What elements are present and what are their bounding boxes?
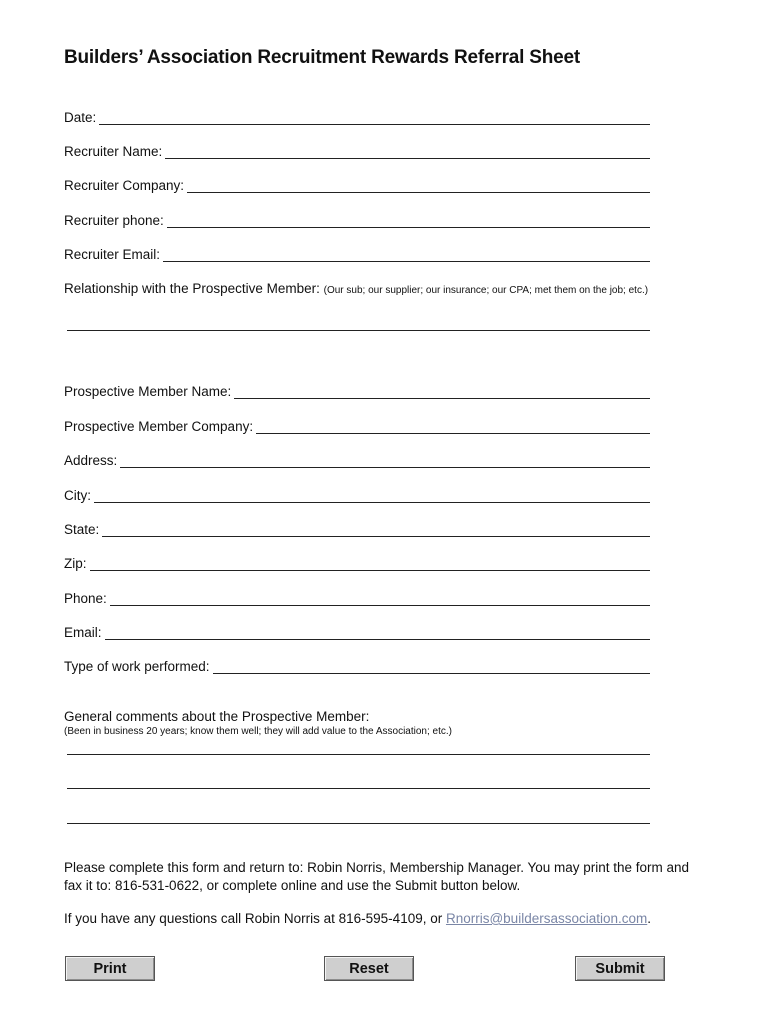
- date-label: Date:: [64, 110, 97, 125]
- questions-text: [64, 910, 704, 928]
- recruiter-email-row: [64, 245, 650, 262]
- recruiter-company-row: [64, 176, 650, 193]
- contact-email-link[interactable]: Rnorris@buildersassociation.com: [445, 911, 648, 926]
- address-field[interactable]: [120, 453, 650, 468]
- questions-prefix: If you have any questions call Robin Norris at 816-595-4109, or: [64, 911, 446, 926]
- questions-suffix: .: [647, 911, 652, 926]
- prospect-name-field[interactable]: [234, 384, 650, 399]
- comments-field-3[interactable]: [67, 811, 650, 824]
- prospect-company-label: Prospective Member Company:: [64, 419, 254, 434]
- city-field[interactable]: [94, 488, 650, 503]
- prospect-name-label: Prospective Member Name:: [64, 384, 232, 399]
- city-row: [64, 486, 650, 503]
- submit-button[interactable]: Submit: [575, 956, 665, 981]
- state-row: [64, 520, 650, 537]
- email-field[interactable]: [105, 625, 650, 640]
- recruiter-email-label: Recruiter Email:: [64, 247, 161, 262]
- zip-field[interactable]: [90, 556, 650, 571]
- prospect-company-row: [64, 417, 650, 434]
- email-row: [64, 623, 650, 640]
- print-button[interactable]: Print: [65, 956, 155, 981]
- address-row: [64, 451, 650, 468]
- recruiter-company-label: Recruiter Company:: [64, 178, 185, 193]
- state-label: State:: [64, 522, 100, 537]
- phone-field[interactable]: [110, 591, 650, 606]
- relationship-label: Relationship with the Prospective Member:: [64, 281, 320, 296]
- recruiter-name-label: Recruiter Name:: [64, 144, 163, 159]
- recruiter-phone-field[interactable]: [167, 213, 650, 228]
- prospect-name-row: [64, 382, 650, 399]
- reset-button[interactable]: Reset: [324, 956, 414, 981]
- work-type-row: [64, 657, 650, 674]
- email-label: Email:: [64, 625, 102, 640]
- address-label: Address:: [64, 453, 118, 468]
- relationship-note: (Our sub; our supplier; our insurance; our CPA; met them on the job; etc.): [323, 285, 649, 296]
- phone-label: Phone:: [64, 591, 107, 606]
- comments-note: (Been in business 20 years; know them well; they will add value to the Association; etc.): [64, 726, 452, 737]
- recruiter-phone-row: [64, 211, 650, 228]
- zip-row: [64, 554, 650, 571]
- instructions-text: Please complete this form and return to: Robin Norris, Membership Manager. You may print the form and fax it to: 816-531-0622, or complete online and use the Submit button below.: [64, 860, 690, 893]
- recruiter-company-field[interactable]: [187, 178, 650, 193]
- state-field[interactable]: [102, 522, 650, 537]
- recruiter-name-row: [64, 142, 650, 159]
- zip-label: Zip:: [64, 556, 87, 571]
- date-field[interactable]: [99, 110, 650, 125]
- relationship-field[interactable]: [67, 318, 650, 331]
- city-label: City:: [64, 488, 91, 503]
- recruiter-phone-label: Recruiter phone:: [64, 213, 164, 228]
- work-type-field[interactable]: [213, 659, 650, 674]
- comments-label: General comments about the Prospective Member:: [64, 709, 370, 724]
- phone-row: [64, 589, 650, 606]
- relationship-label-row: [64, 281, 648, 296]
- work-type-label: Type of work performed:: [64, 659, 210, 674]
- date-row: [64, 108, 650, 125]
- comments-field-2[interactable]: [67, 776, 650, 789]
- recruiter-email-field[interactable]: [163, 247, 650, 262]
- comments-field-1[interactable]: [67, 742, 650, 755]
- form-title: Builders’ Association Recruitment Rewards Referral Sheet: [64, 47, 581, 68]
- prospect-company-field[interactable]: [256, 419, 650, 434]
- recruiter-name-field[interactable]: [165, 144, 650, 159]
